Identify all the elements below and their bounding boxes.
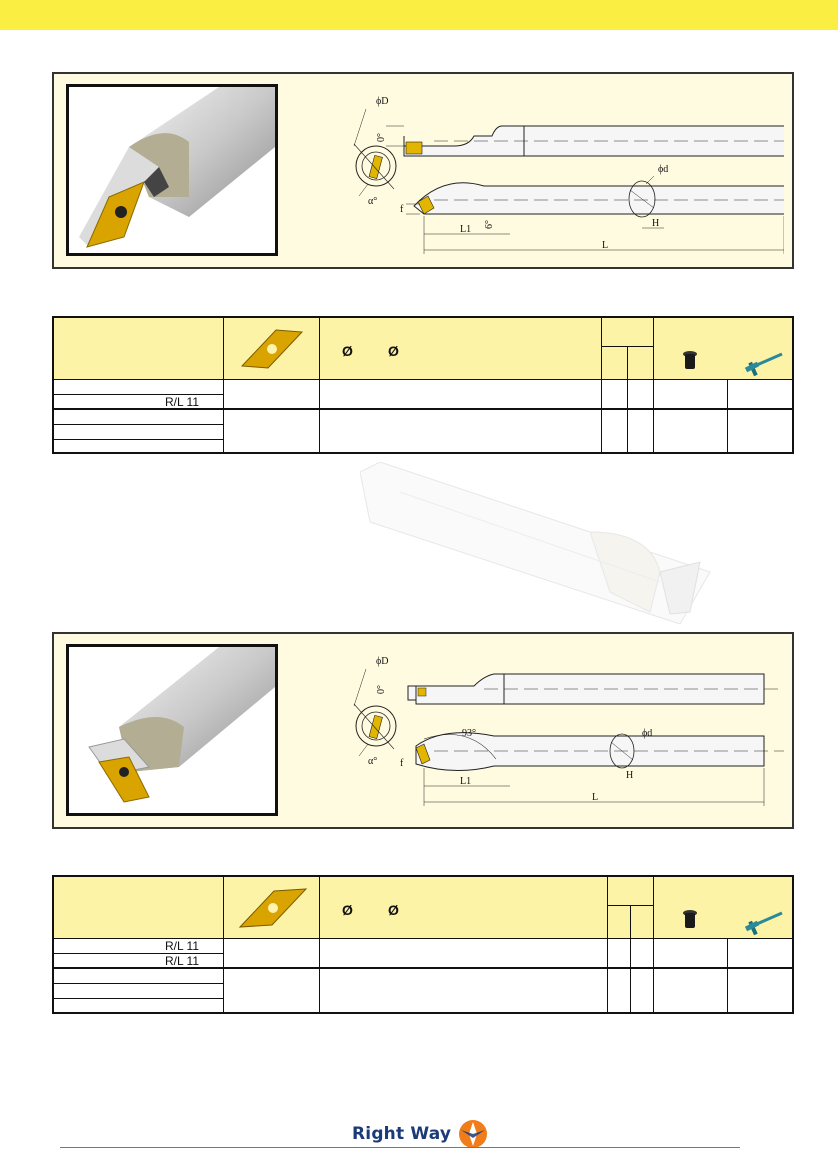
brand-name: Right Way xyxy=(352,1124,452,1144)
label-ninety-three: 93° xyxy=(462,728,476,739)
torx-key-icon xyxy=(746,913,782,935)
header-sub-a xyxy=(602,347,628,380)
boring-bar-photo-icon xyxy=(69,647,275,813)
phi-symbol-2: Ø xyxy=(388,902,399,918)
table-row: R/L 11 xyxy=(54,954,224,969)
table-row xyxy=(54,969,224,984)
spec-table-2 xyxy=(52,875,794,1014)
phi-symbol-1: Ø xyxy=(342,902,353,918)
label-f: f xyxy=(400,758,404,769)
boring-bar-photo-icon xyxy=(69,87,275,253)
table-row: R/L 11 xyxy=(54,395,224,410)
header-insert xyxy=(224,318,320,380)
top-yellow-band xyxy=(0,0,838,30)
footer-logo xyxy=(352,1117,489,1150)
header-model xyxy=(54,877,224,939)
phi-symbol-2: Ø xyxy=(388,343,399,359)
label-L: L xyxy=(602,240,609,251)
table-row xyxy=(54,999,224,1012)
label-phiD: ϕD xyxy=(376,96,389,107)
header-dimensions xyxy=(320,318,602,380)
label-L1: L1 xyxy=(460,776,472,787)
torx-key-icon xyxy=(746,354,782,376)
tool-photo-2 xyxy=(66,644,278,816)
header-parts xyxy=(654,877,792,939)
header-sub-b xyxy=(631,906,654,939)
label-phiD: ϕD xyxy=(376,656,389,667)
insert-diamond-icon xyxy=(224,318,320,380)
label-alpha: α° xyxy=(368,196,378,207)
header-model xyxy=(54,318,224,380)
phi-symbol-1: Ø xyxy=(342,343,353,359)
label-zero-deg: 0° xyxy=(376,133,387,142)
table-row xyxy=(54,410,224,425)
table-row xyxy=(54,984,224,999)
faded-tool-illustration xyxy=(360,462,720,624)
label-phid: ϕd xyxy=(642,728,653,739)
table-row xyxy=(54,440,224,452)
table-row: R/L 11 xyxy=(54,939,224,954)
label-H: H xyxy=(626,770,634,781)
footer-divider xyxy=(60,1147,740,1148)
spec-table-1 xyxy=(52,316,794,454)
table-row xyxy=(54,425,224,440)
brand-emblem-icon xyxy=(457,1118,489,1150)
tool-panel-2 xyxy=(52,632,794,829)
label-alpha: α° xyxy=(368,756,378,767)
screw-icon xyxy=(683,910,697,928)
tool-photo-1 xyxy=(66,84,278,256)
label-H: H xyxy=(652,218,660,229)
tool-panel-1 xyxy=(52,72,794,269)
technical-drawing-1 xyxy=(324,84,784,264)
header-insert xyxy=(224,877,320,939)
label-zero-deg: 0° xyxy=(376,685,387,694)
insert-diamond-icon xyxy=(224,877,320,939)
label-f: f xyxy=(400,204,404,215)
technical-drawing-2 xyxy=(324,644,784,824)
screw-icon xyxy=(683,351,697,369)
header-sub-a xyxy=(608,906,631,939)
table-row xyxy=(54,380,224,395)
header-sub-b xyxy=(628,347,654,380)
label-six-deg: 6° xyxy=(484,220,495,229)
header-parts xyxy=(654,318,792,380)
label-phid: ϕd xyxy=(658,164,669,175)
label-L: L xyxy=(592,792,599,803)
header-group xyxy=(602,318,654,347)
header-dimensions xyxy=(320,877,608,939)
label-L1: L1 xyxy=(460,224,472,235)
header-group xyxy=(608,877,654,906)
